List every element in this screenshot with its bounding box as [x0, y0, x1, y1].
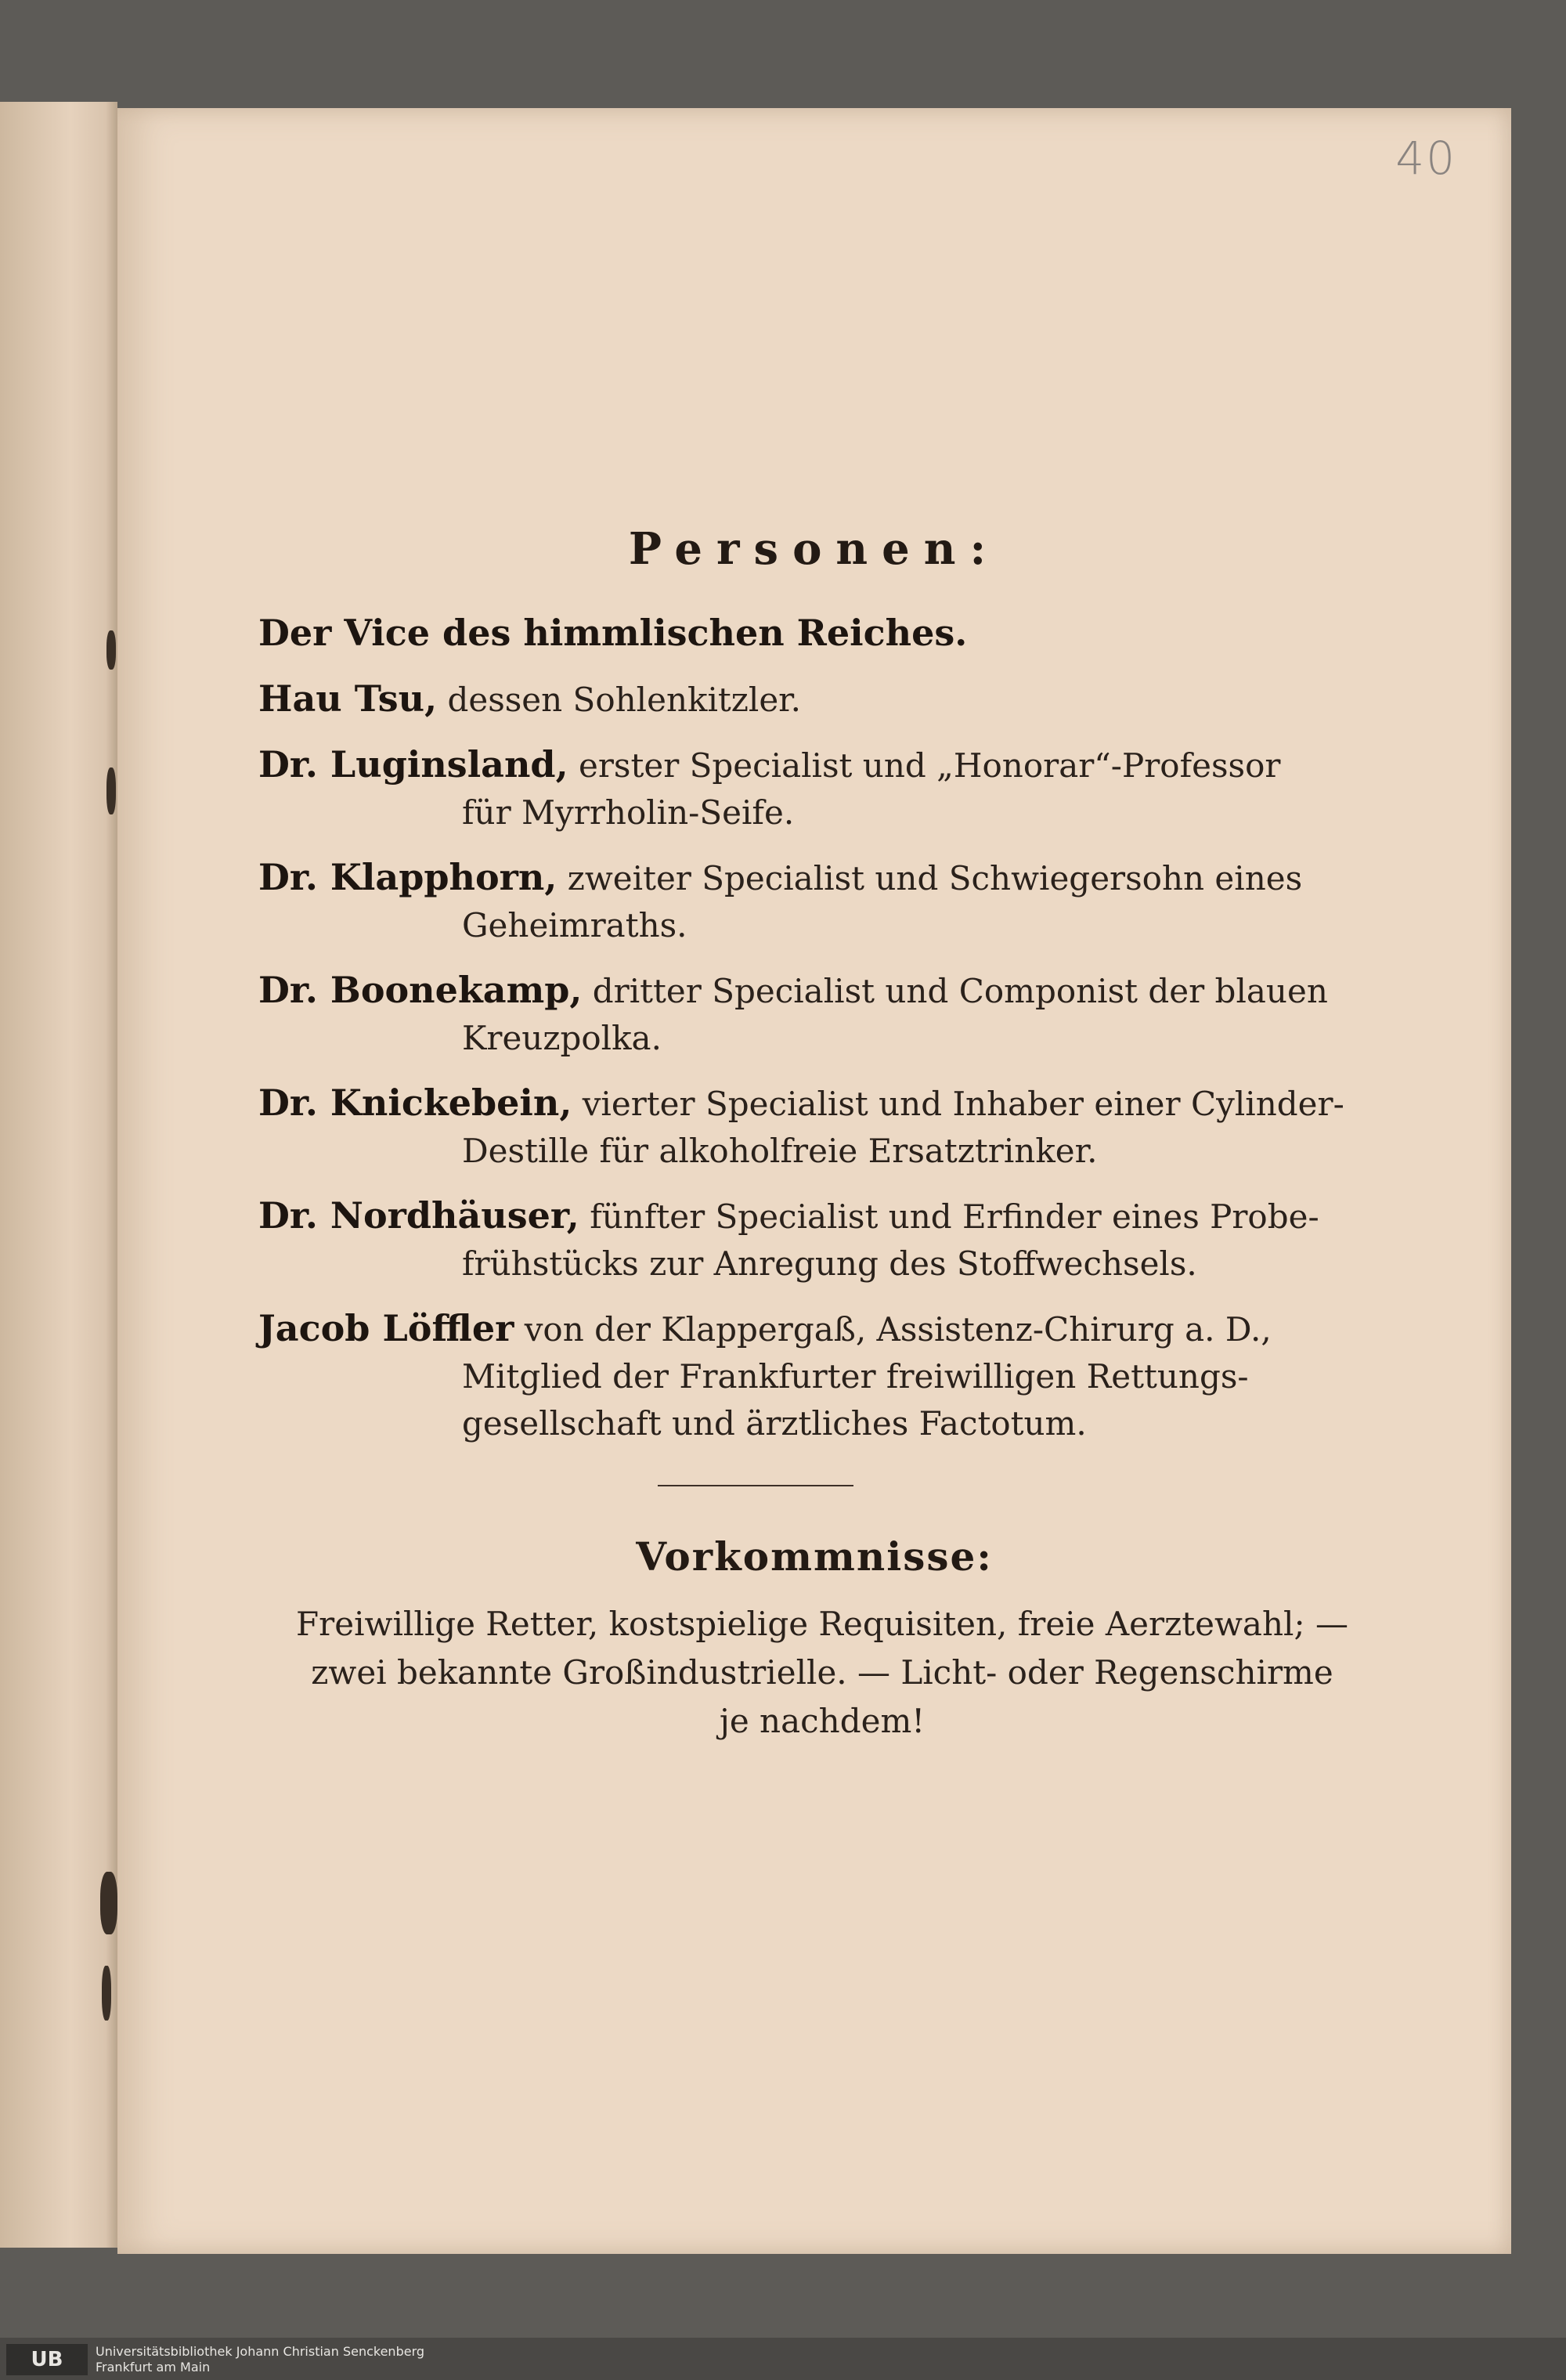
- person-description-continued: gesellschaft und ärztliches Factotum.: [462, 1404, 1087, 1443]
- person-name: Dr. Luginsland,: [258, 743, 568, 786]
- binding-stitch-mark: [106, 630, 116, 670]
- book-page: [117, 108, 1511, 2254]
- vorkommnisse-heading: Vorkommnisse:: [636, 1533, 993, 1580]
- person-description-continued: Geheimraths.: [462, 906, 687, 944]
- person-description: vierter Specialist und Inhaber einer Cylinder-: [582, 1085, 1344, 1123]
- list-item: [258, 1192, 1433, 1288]
- person-description: fünfter Specialist und Erfinder eines Probe-: [590, 1197, 1319, 1236]
- persons-list: [258, 609, 1433, 1464]
- person-description: dritter Specialist und Componist der blauen: [592, 972, 1328, 1010]
- library-footer: [0, 2338, 1566, 2380]
- person-description-continued: Mitglied der Frankfurter freiwilligen Rettungs-: [462, 1357, 1249, 1396]
- list-item: [258, 609, 1433, 658]
- list-item: [258, 854, 1433, 949]
- library-logo: UB: [6, 2344, 88, 2375]
- person-description-continued: für Myrrholin-Seife.: [462, 793, 795, 832]
- person-description: von der Klappergaß, Assistenz-Chirurg a. D.,: [524, 1310, 1272, 1349]
- left-facing-page: [0, 102, 117, 2248]
- list-item: [258, 675, 1433, 724]
- handwritten-page-number: 40: [1395, 132, 1456, 185]
- binding-stitch-mark: [106, 767, 116, 814]
- vorkommnisse-text: [243, 1600, 1402, 1746]
- vorkommnisse-line: Freiwillige Retter, kostspielige Requisiten, freie Aerztewahl; —: [296, 1605, 1348, 1643]
- list-item: [258, 1305, 1433, 1447]
- section-divider: [658, 1485, 853, 1486]
- personen-heading: Personen:: [628, 523, 1001, 575]
- person-description-continued: frühstücks zur Anregung des Stoffwechsels.: [462, 1244, 1197, 1283]
- vorkommnisse-line: zwei bekannte Großindustrielle. — Licht- oder Regenschirme: [311, 1653, 1333, 1692]
- binding-stitch-mark: [100, 1872, 117, 1934]
- person-name: Dr. Nordhäuser,: [258, 1194, 579, 1237]
- library-name: Universitätsbibliothek Johann Christian Senckenberg: [96, 2344, 425, 2359]
- person-description-continued: Destille für alkoholfreie Ersatztrinker.: [462, 1132, 1098, 1170]
- person-name: Dr. Klapphorn,: [258, 856, 557, 898]
- list-item: [258, 1079, 1433, 1175]
- person-name: Dr. Knickebein,: [258, 1082, 572, 1124]
- person-description-continued: Kreuzpolka.: [462, 1019, 662, 1057]
- list-item: [258, 741, 1433, 836]
- person-name: Jacob Löffler: [258, 1307, 514, 1349]
- person-name: Der Vice des himmlischen Reiches.: [258, 612, 968, 654]
- list-item: [258, 966, 1433, 1062]
- person-name: Dr. Boonekamp,: [258, 969, 583, 1011]
- person-description: erster Specialist und „Honorar“-Professor: [578, 746, 1281, 785]
- library-location: Frankfurt am Main: [96, 2360, 211, 2375]
- binding-stitch-mark: [102, 1966, 111, 2021]
- person-description: zweiter Specialist und Schwiegersohn eines: [567, 859, 1303, 897]
- person-name: Hau Tsu,: [258, 677, 438, 720]
- person-description: dessen Sohlenkitzler.: [447, 681, 801, 719]
- vorkommnisse-line: je nachdem!: [719, 1702, 926, 1740]
